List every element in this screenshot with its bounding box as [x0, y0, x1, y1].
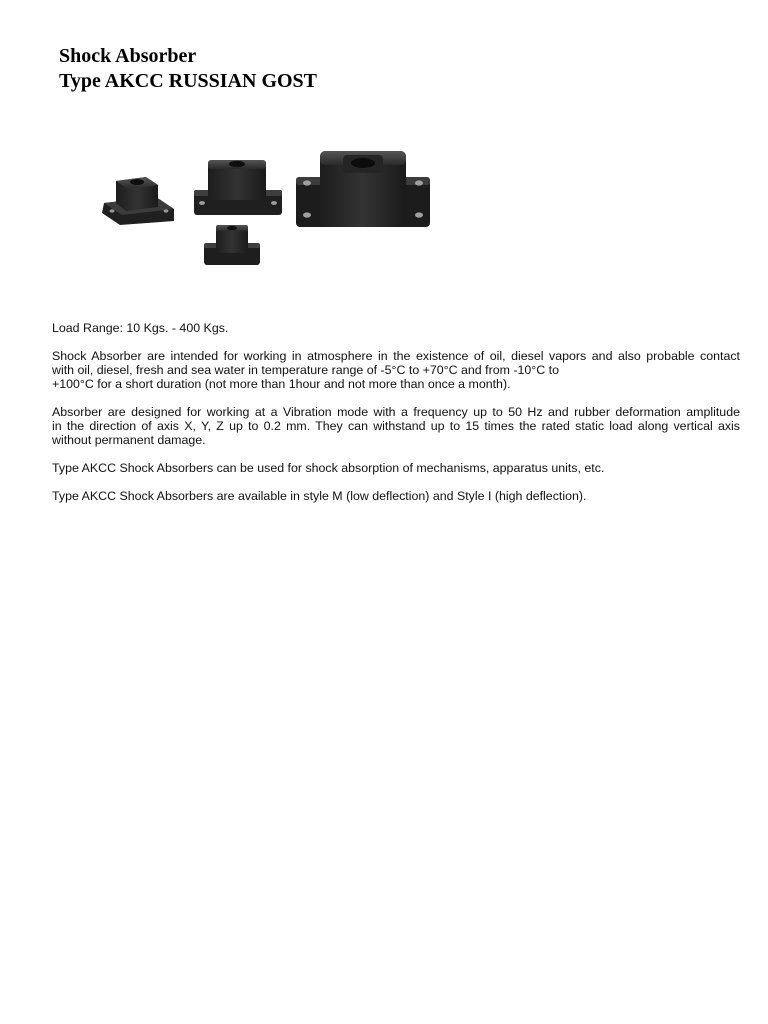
- styles-paragraph: [52, 489, 740, 503]
- usage-text: Type AKCC Shock Absorbers can be used for shock absorption of mechanisms, apparatus units, etc.: [52, 461, 605, 475]
- mini-shock-absorber-image: [204, 225, 260, 265]
- description-body: [52, 321, 740, 517]
- environment-line-2: with oil, diesel, fresh and sea water in temperature range of -5°C to +70°C and from -10°C to: [52, 363, 559, 377]
- load-range-text: Load Range: 10 Kgs. - 400 Kgs.: [52, 321, 229, 335]
- small-shock-absorber-image: [102, 177, 174, 225]
- product-photo: [96, 145, 436, 270]
- title-line-1: Shock Absorber: [59, 45, 197, 67]
- vibration-line-2: in the direction of axis X, Y, Z up to 0.2 mm. They can withstand up to 15 times the rated static load along vertical axis: [52, 419, 740, 433]
- usage-paragraph: [52, 461, 740, 475]
- environment-line-1: Shock Absorber are intended for working in atmosphere in the existence of oil, diesel vapors and also probable contact: [52, 349, 740, 363]
- vibration-paragraph: [52, 405, 740, 447]
- vibration-line-1: Absorber are designed for working at a Vibration mode with a frequency up to 50 Hz and rubber deformation amplitude: [52, 405, 740, 419]
- load-range-paragraph: [52, 321, 740, 335]
- title-line-2: Type AKCC RUSSIAN GOST: [59, 70, 318, 92]
- environment-line-3: +100°C for a short duration (not more than 1hour and not more than once a month).: [52, 377, 511, 391]
- environment-paragraph: [52, 349, 740, 391]
- large-shock-absorber-image: [296, 151, 430, 227]
- medium-shock-absorber-image: [194, 160, 282, 215]
- vibration-line-3: without permanent damage.: [52, 433, 206, 447]
- styles-text: Type AKCC Shock Absorbers are available in style M (low deflection) and Style I (high deflection).: [52, 489, 587, 503]
- document-title: [59, 44, 317, 94]
